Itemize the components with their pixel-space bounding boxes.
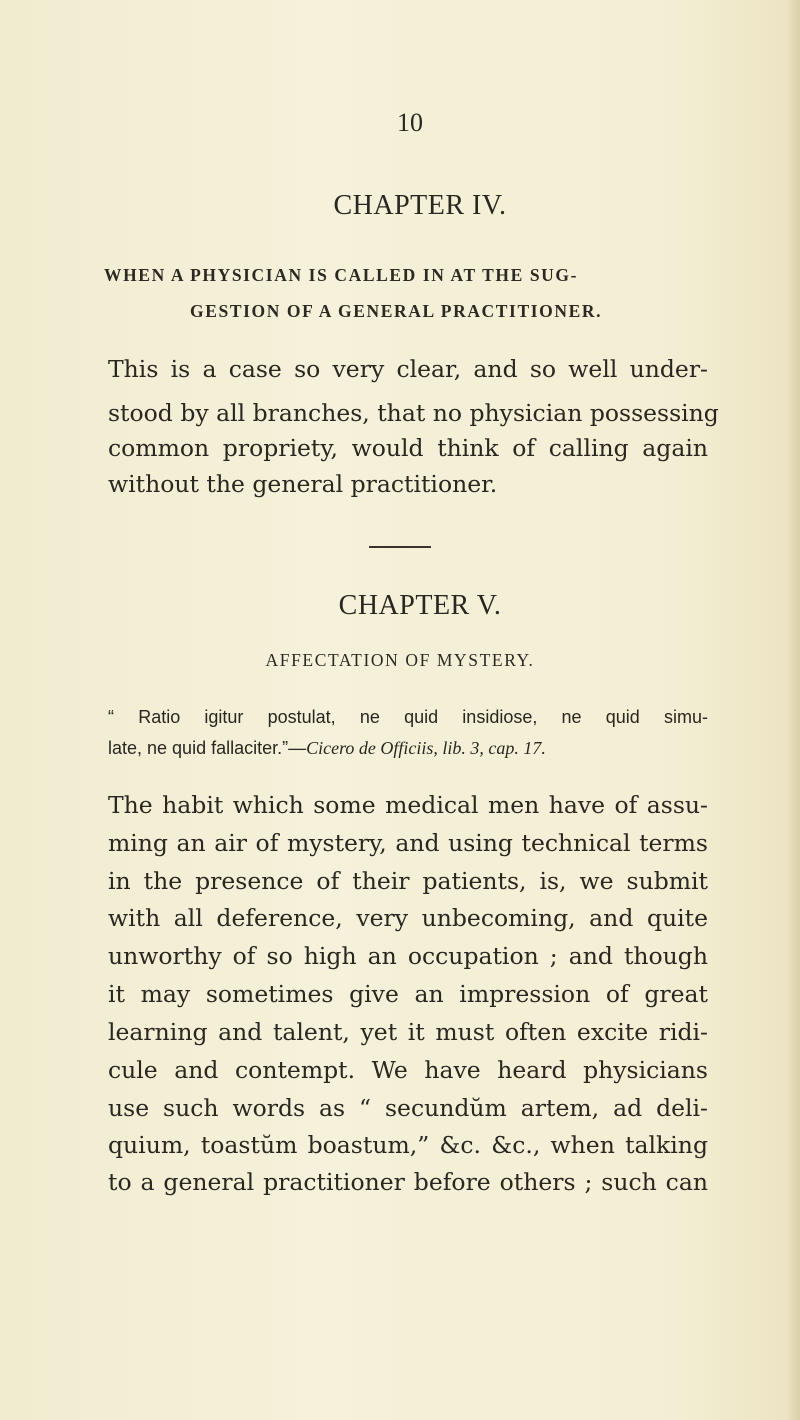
chapter-4-heading: CHAPTER IV. — [333, 190, 507, 221]
chapter-4-paragraph-line-1: This is a case so very clear, and so well under- — [108, 355, 708, 383]
chapter-5-paragraph-line-5: unworthy of so high an occupation ; and though — [108, 942, 708, 970]
page-number: 10 — [397, 108, 423, 137]
chapter-5-paragraph-line-1: The habit which some medical men have of assu- — [108, 791, 708, 819]
chapter-5-paragraph-line-3: in the presence of their patients, is, we submit — [108, 867, 708, 895]
chapter-4-subtitle-line-1: WHEN A PHYSICIAN IS CALLED IN AT THE SUG- — [104, 265, 579, 285]
chapter-5-paragraph-line-2: ming an air of mystery, and using technical terms — [108, 829, 708, 857]
chapter-4-subtitle-line-2: GESTION OF A GENERAL PRACTITIONER. — [190, 301, 603, 321]
chapter-4-paragraph-line-3: common propriety, would think of calling again — [108, 434, 708, 462]
chapter-5-subtitle: AFFECTATION OF MYSTERY. — [265, 650, 535, 670]
chapter-5-paragraph-line-7: learning and talent, yet it must often excite ridi- — [108, 1018, 708, 1046]
epigraph-line-2 — [108, 738, 708, 759]
chapter-5-heading: CHAPTER V. — [338, 590, 502, 621]
epigraph-source: Cicero de Officiis, lib. 3, cap. 17. — [306, 738, 546, 758]
chapter-5-paragraph-line-4: with all deference, very unbecoming, and quite — [108, 904, 708, 932]
chapter-4-paragraph-line-2: stood by all branches, that no physician possessing — [108, 399, 719, 427]
chapter-4-paragraph-line-4: without the general practitioner. — [108, 470, 498, 498]
chapter-5-paragraph-line-10: quium, toastŭm boastum,” &c. &c., when talking — [108, 1131, 708, 1159]
chapter-5-paragraph-line-9: use such words as “ secundŭm artem, ad deli- — [108, 1094, 708, 1122]
chapter-5-paragraph-line-8: cule and contempt. We have heard physicians — [108, 1056, 708, 1084]
chapter-5-paragraph-line-11: to a general practitioner before others ; such can — [108, 1168, 708, 1196]
section-divider — [369, 546, 431, 548]
chapter-5-paragraph-line-6: it may sometimes give an impression of great — [108, 980, 708, 1008]
epigraph-line-1: “ Ratio igitur postulat, ne quid insidiose, ne quid simu- — [108, 707, 708, 727]
epigraph-text: late, ne quid fallaciter.”— — [108, 738, 307, 758]
